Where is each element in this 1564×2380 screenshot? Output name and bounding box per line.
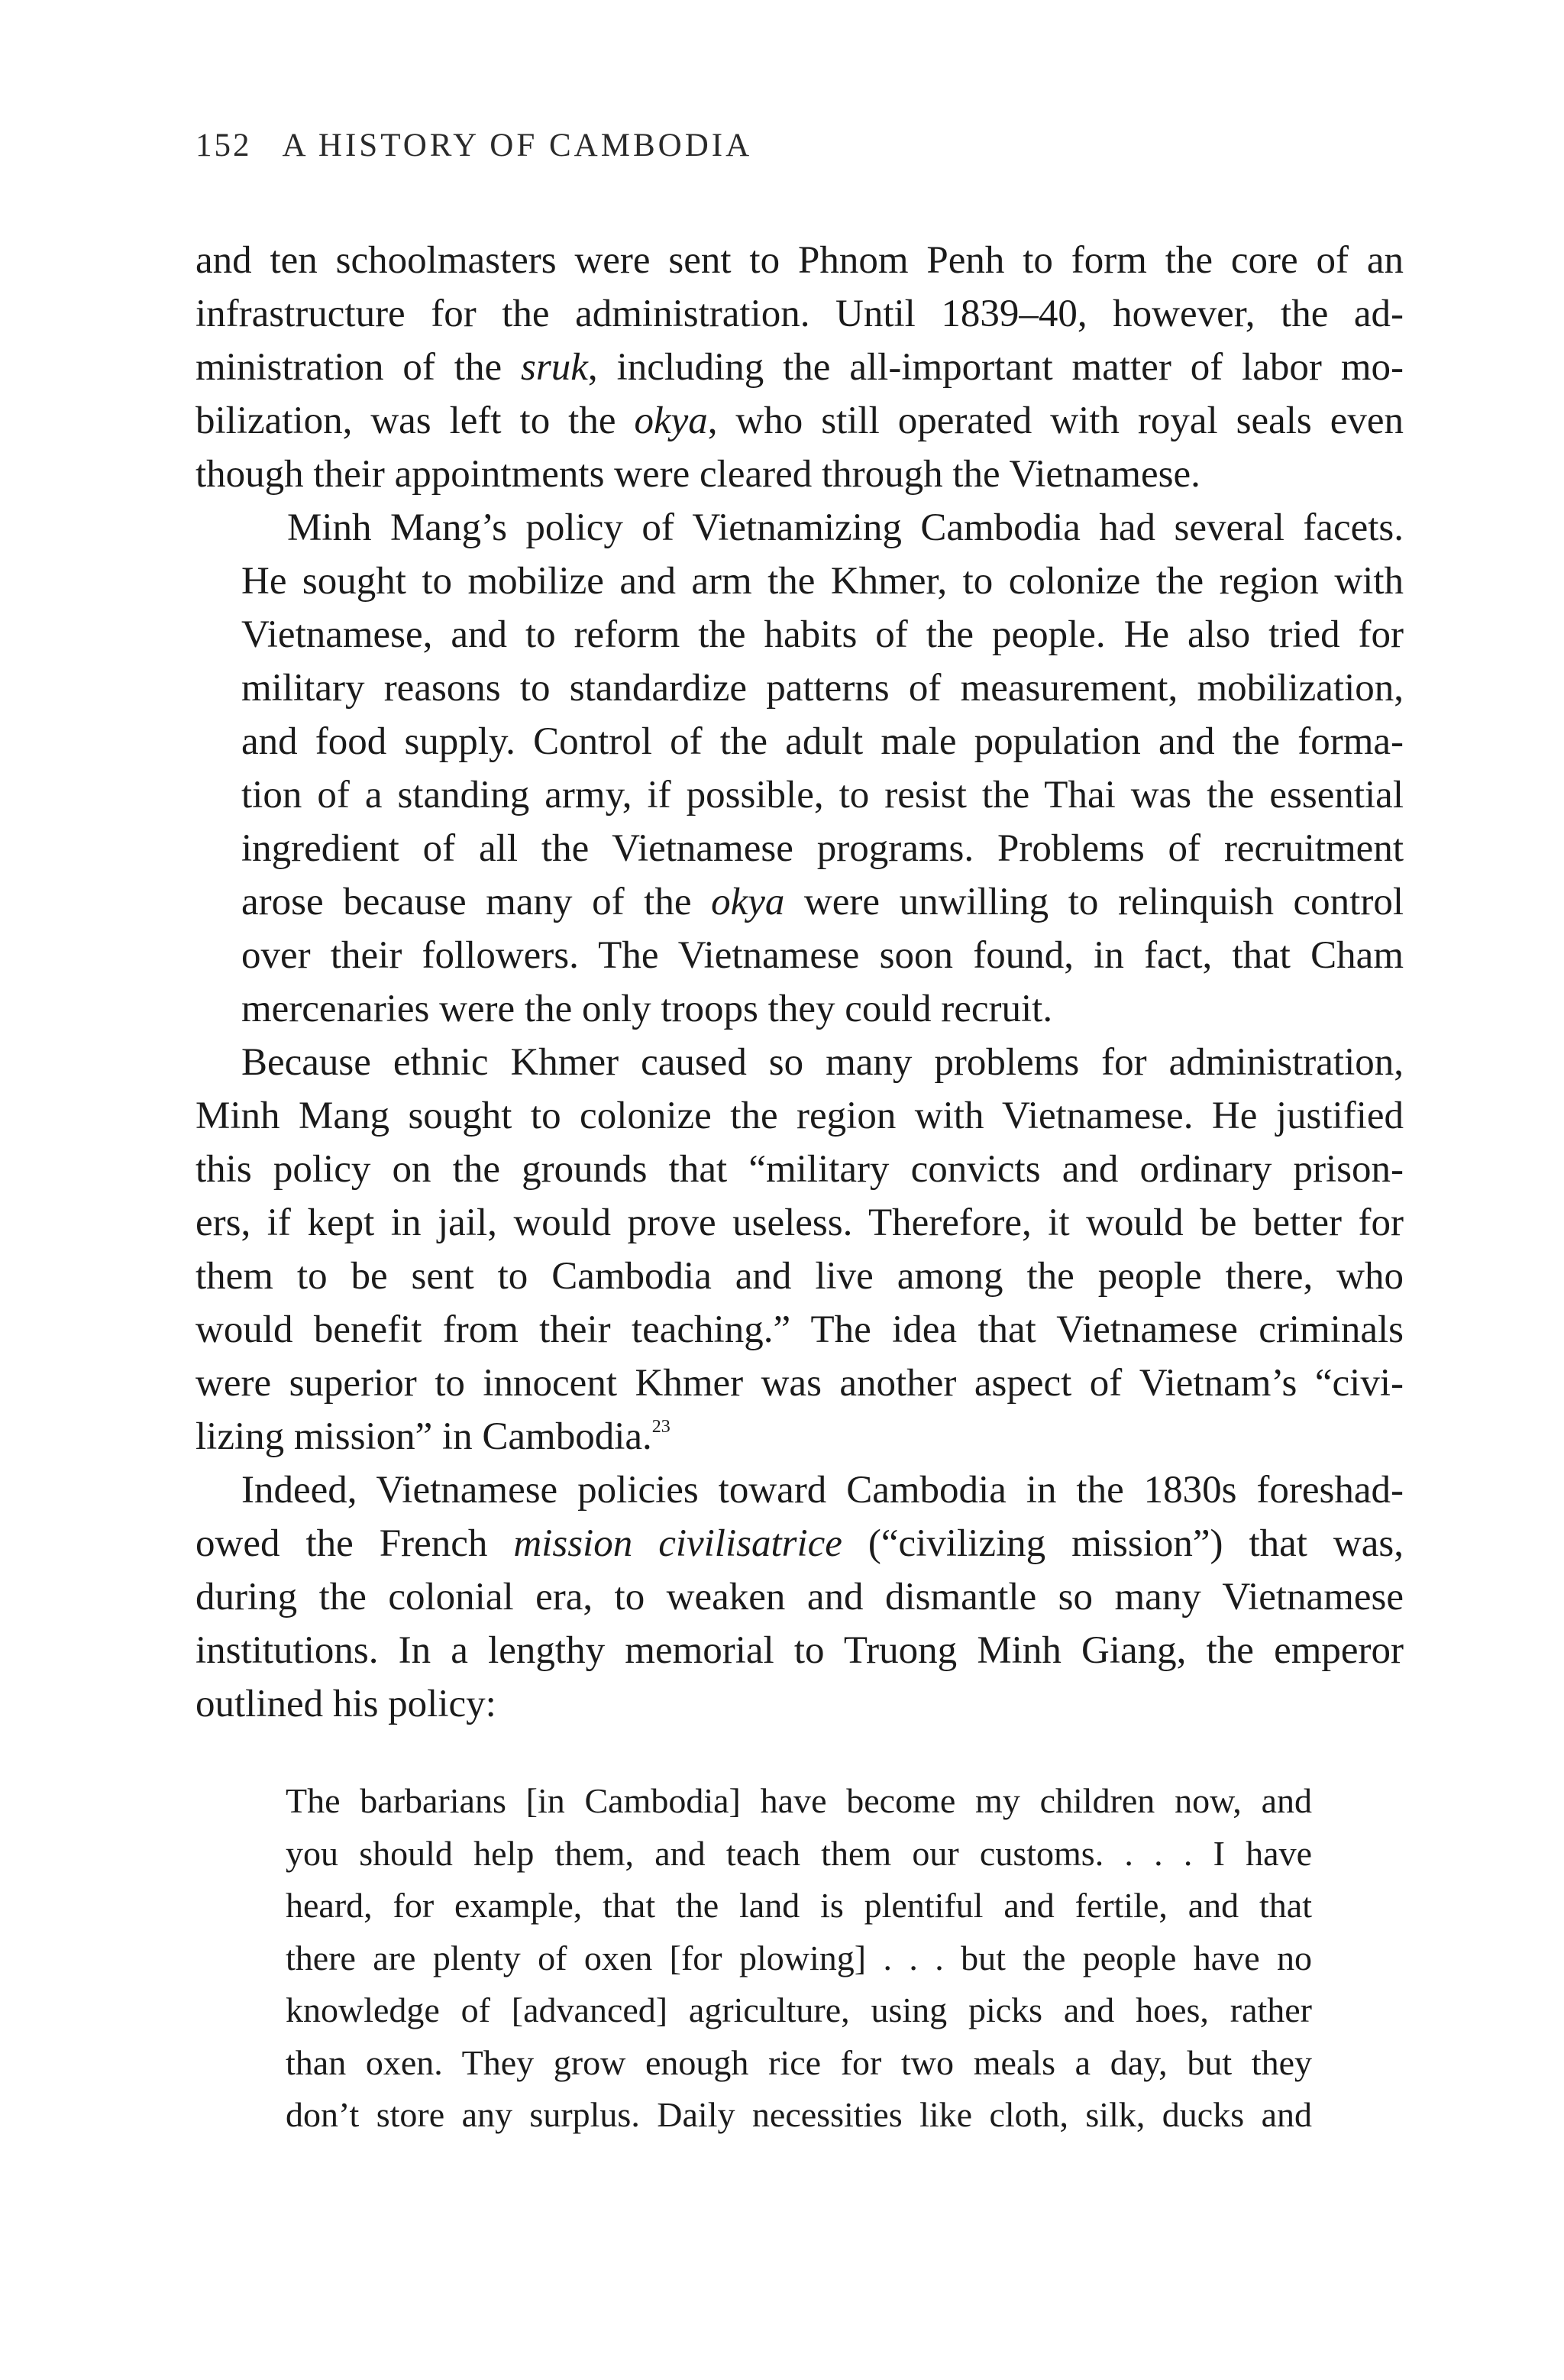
text-line: outlined his policy: [196,1683,496,1725]
text-line: bilization, was left to the okya, who still operated with royal seals even [196,399,1404,442]
paragraph-1 [196,234,1404,501]
quote-line: you should help them, and teach them our customs. . . . I have [286,1833,1312,1873]
paragraph-2 [196,501,1404,1036]
text-line: arose because many of the okya were unwilling to relinquish control [241,881,1404,923]
text-line: military reasons to standardize patterns of measurement, mobilization, [241,667,1404,710]
text-line: and ten schoolmasters were sent to Phnom Penh to form the core of an [196,239,1404,282]
text-line: lizing mission” in Cambodia.$^{23}$ [196,1415,671,1458]
text-line: during the colonial era, to weaken and dismantle so many Vietnamese [196,1576,1404,1618]
body-text [196,234,1404,1731]
text-line: infrastructure for the administration. Until 1839–40, however, the ad- [196,293,1404,335]
running-head [196,127,752,164]
italic-term-sruk: sruk [521,346,588,389]
text-line: ers, if kept in jail, would prove useless. Therefore, it would be better for [196,1201,1404,1244]
text-line: and food supply. Control of the adult male population and the forma- [241,720,1404,763]
text-line: ministration of the sruk, including the all-important matter of labor mo- [196,346,1404,389]
text-line: Indeed, Vietnamese policies toward Cambodia in the 1830s foreshad- [241,1469,1404,1512]
text-line: Minh Mang sought to colonize the region with Vietnamese. He justified [196,1095,1404,1137]
text-line: though their appointments were cleared through the Vietnamese. [196,453,1200,496]
text-line: Because ethnic Khmer caused so many problems for administration, [241,1041,1404,1084]
text-line: were superior to innocent Khmer was another aspect of Vietnam’s “civi- [196,1362,1404,1405]
page-number: 152 [196,128,252,163]
paragraph-4 [196,1463,1404,1731]
quote-line: don’t store any surplus. Daily necessities like cloth, silk, ducks and [286,2095,1312,2134]
quote-line: than oxen. They grow enough rice for two meals a day, but they [286,2042,1312,2082]
quote-line: there are plenty of oxen [for plowing] . . . but the people have no [286,1938,1312,1977]
book-title: A HISTORY OF CAMBODIA [282,128,753,163]
quote-line: knowledge of [advanced] agriculture, using picks and hoes, rather [286,1990,1312,2029]
text-line: tion of a standing army, if possible, to resist the Thai was the essential [241,774,1404,817]
text-line: over their followers. The Vietnamese soon found, in fact, that Cham [241,934,1404,977]
block-quote [286,1775,1312,2142]
quote-line: heard, for example, that the land is plentiful and fertile, and that [286,1886,1312,1925]
quote-line: The barbarians [in Cambodia] have become my children now, and [286,1781,1312,1820]
footnote-ref[interactable]: 23 [651,1417,671,1437]
text-line: Minh Mang’s policy of Vietnamizing Cambodia had several facets. [287,506,1404,549]
italic-term-mission-civilisatrice: mission civilisatrice [513,1522,842,1565]
text-line: owed the French mission civilisatrice (“civilizing mission”) that was, [196,1522,1404,1565]
text-line: institutions. In a lengthy memorial to Truong Minh Giang, the emperor [196,1629,1404,1672]
text-line: He sought to mobilize and arm the Khmer, to colonize the region with [241,560,1404,603]
text-line: would benefit from their teaching.” The idea that Vietnamese criminals [196,1308,1404,1351]
paragraph-3 [196,1036,1404,1463]
text-line: them to be sent to Cambodia and live among the people there, who [196,1255,1404,1298]
italic-term-okya: okya [634,399,708,442]
text-line: ingredient of all the Vietnamese programs. Problems of recruitment [241,827,1404,870]
text-line: Vietnamese, and to reform the habits of the people. He also tried for [241,613,1404,656]
text-line: mercenaries were the only troops they could recruit. [241,988,1053,1030]
italic-term-okya: okya [711,881,785,923]
text-line: this policy on the grounds that “military convicts and ordinary prison- [196,1148,1404,1191]
